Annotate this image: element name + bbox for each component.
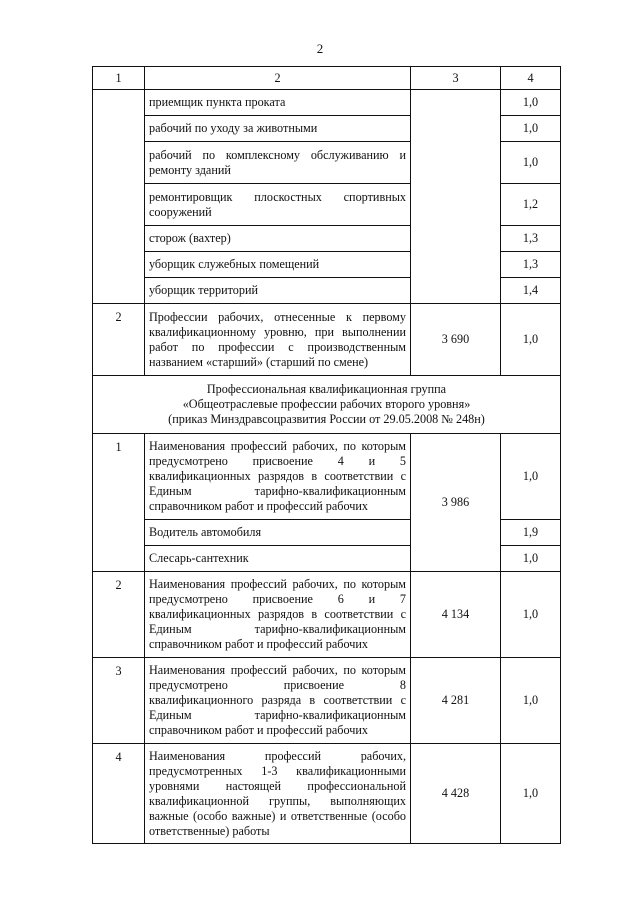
group-name: «Общеотраслевые профессии рабочих второго уровня» bbox=[182, 397, 471, 411]
salary-cell: 3 690 bbox=[411, 304, 501, 376]
coef-cell: 1,0 bbox=[501, 744, 561, 844]
group-order: (приказ Минздравсоцразвития России от 29.05.2008 № 248н) bbox=[168, 412, 485, 426]
profession-name: ремонтировщик плоскостных спортивных сооружений bbox=[145, 184, 411, 226]
profession-name: приемщик пункта проката bbox=[145, 90, 411, 116]
coef-cell: 1,3 bbox=[501, 226, 561, 252]
group-header bbox=[93, 376, 561, 434]
header-cell-2: 2 bbox=[145, 67, 411, 90]
coef-cell: 1,0 bbox=[501, 434, 561, 520]
profession-name: уборщик территорий bbox=[145, 278, 411, 304]
header-cell-4: 4 bbox=[501, 67, 561, 90]
profession-text: Наименования профессий рабочих, по которым предусмотрено присвоение 8 квалификационного разряда в соответствии с Единым тарифно-квалификационным справочником работ и профессий рабочих bbox=[145, 658, 411, 744]
num-cell: 2 bbox=[93, 572, 145, 658]
coef-cell: 1,0 bbox=[501, 142, 561, 184]
num-cell: 2 bbox=[93, 304, 145, 376]
page-number: 2 bbox=[316, 41, 324, 56]
salary-cell: 4 281 bbox=[411, 658, 501, 744]
num-cell-empty bbox=[93, 90, 145, 304]
num-cell: 3 bbox=[93, 658, 145, 744]
profession-text: Наименования профессий рабочих, предусмотренных 1-3 квалификационными уровнями настоящей профессиональной квалификационной группы, выполняющих важные (особо важные) и ответственные (особо ответственные) работы bbox=[145, 744, 411, 844]
table-row bbox=[93, 744, 561, 844]
coef-cell: 1,0 bbox=[501, 90, 561, 116]
profession-name: рабочий по комплексному обслуживанию и ремонту зданий bbox=[145, 142, 411, 184]
profession-name: сторож (вахтер) bbox=[145, 226, 411, 252]
salary-cell: 3 986 bbox=[411, 434, 501, 572]
profession-text: Профессии рабочих, отнесенные к первому квалификационному уровню, при выполнении работ по профессии с производственным названием «старший» (старший по смене) bbox=[145, 304, 411, 376]
coef-cell: 1,0 bbox=[501, 304, 561, 376]
coef-cell: 1,0 bbox=[501, 546, 561, 572]
salary-cell: 4 134 bbox=[411, 572, 501, 658]
salary-cell-empty bbox=[411, 90, 501, 304]
table-row bbox=[93, 434, 561, 520]
table-row bbox=[93, 304, 561, 376]
coef-cell: 1,0 bbox=[501, 658, 561, 744]
num-cell: 4 bbox=[93, 744, 145, 844]
num-cell: 1 bbox=[93, 434, 145, 572]
profession-name: уборщик служебных помещений bbox=[145, 252, 411, 278]
group-title: Профессиональная квалификационная группа bbox=[206, 382, 447, 396]
profession-text: Наименования профессий рабочих, по которым предусмотрено присвоение 6 и 7 квалификационных разрядов в соответствии с Единым тарифно-квалификационным справочником работ и профессий рабочих bbox=[145, 572, 411, 658]
header-row bbox=[93, 67, 561, 90]
header-cell-1: 1 bbox=[93, 67, 145, 90]
table-row bbox=[93, 90, 561, 116]
coef-cell: 1,3 bbox=[501, 252, 561, 278]
coef-cell: 1,0 bbox=[501, 116, 561, 142]
coef-cell: 1,0 bbox=[501, 572, 561, 658]
profession-name: Водитель автомобиля bbox=[145, 520, 411, 546]
coef-cell: 1,9 bbox=[501, 520, 561, 546]
profession-name: рабочий по уходу за животными bbox=[145, 116, 411, 142]
coef-cell: 1,2 bbox=[501, 184, 561, 226]
table-row bbox=[93, 658, 561, 744]
profession-name: Слесарь-сантехник bbox=[145, 546, 411, 572]
group-header-row bbox=[93, 376, 561, 434]
header-cell-3: 3 bbox=[411, 67, 501, 90]
salary-cell: 4 428 bbox=[411, 744, 501, 844]
table-row bbox=[93, 572, 561, 658]
salary-table bbox=[92, 66, 561, 844]
coef-cell: 1,4 bbox=[501, 278, 561, 304]
profession-text: Наименования профессий рабочих, по которым предусмотрено присвоение 4 и 5 квалификационных разрядов в соответствии с Единым тарифно-квалификационным справочником работ и профессий рабочих bbox=[145, 434, 411, 520]
